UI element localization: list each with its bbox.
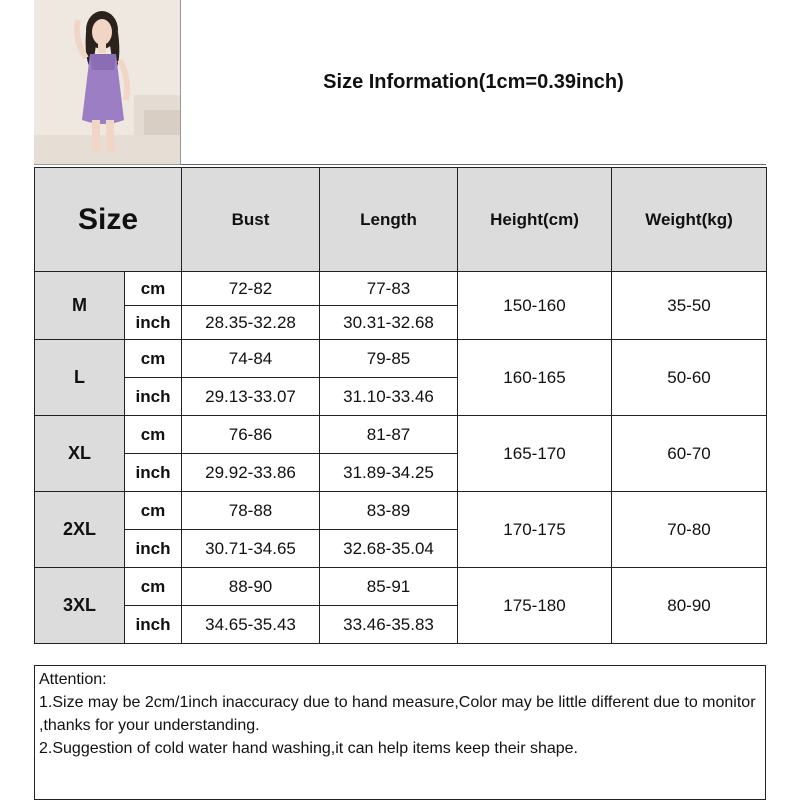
bust-inch: 34.65-35.43	[182, 606, 320, 644]
bust-cm: 74-84	[182, 340, 320, 378]
size-label: L	[35, 340, 125, 416]
weight-value: 35-50	[612, 272, 767, 340]
length-cm: 83-89	[320, 492, 458, 530]
table-row	[35, 568, 767, 606]
table-row	[35, 492, 767, 530]
height-value: 165-170	[458, 416, 612, 492]
bust-cm: 72-82	[182, 272, 320, 306]
size-label: 3XL	[35, 568, 125, 644]
unit-label: inch	[125, 306, 182, 340]
unit-label: cm	[125, 492, 182, 530]
length-cm: 77-83	[320, 272, 458, 306]
weight-value: 60-70	[612, 416, 767, 492]
table-row	[35, 272, 767, 306]
bust-cm: 78-88	[182, 492, 320, 530]
weight-value: 50-60	[612, 340, 767, 416]
attention-heading: Attention:	[39, 671, 107, 688]
length-inch: 33.46-35.83	[320, 606, 458, 644]
column-header-size: Size	[35, 168, 182, 272]
length-cm: 85-91	[320, 568, 458, 606]
unit-label: inch	[125, 530, 182, 568]
column-header-bust: Bust	[182, 168, 320, 272]
height-value: 170-175	[458, 492, 612, 568]
size-label: 2XL	[35, 492, 125, 568]
height-value: 160-165	[458, 340, 612, 416]
bust-inch: 29.13-33.07	[182, 378, 320, 416]
unit-label: inch	[125, 454, 182, 492]
length-inch: 31.89-34.25	[320, 454, 458, 492]
bust-cm: 88-90	[182, 568, 320, 606]
unit-label: cm	[125, 272, 182, 306]
size-chart-sheet	[34, 0, 766, 800]
weight-value: 70-80	[612, 492, 767, 568]
weight-value: 80-90	[612, 568, 767, 644]
size-label: M	[35, 272, 125, 340]
attention-note-2: 2.Suggestion of cold water hand washing,it can help items keep their shape.	[39, 740, 578, 757]
unit-label: cm	[125, 340, 182, 378]
height-value: 150-160	[458, 272, 612, 340]
length-inch: 31.10-33.46	[320, 378, 458, 416]
product-photo	[34, 0, 181, 165]
length-inch: 30.31-32.68	[320, 306, 458, 340]
unit-label: inch	[125, 606, 182, 644]
unit-label: cm	[125, 568, 182, 606]
bust-cm: 76-86	[182, 416, 320, 454]
bust-inch: 29.92-33.86	[182, 454, 320, 492]
height-value: 175-180	[458, 568, 612, 644]
column-header-length: Length	[320, 168, 458, 272]
bust-inch: 28.35-32.28	[182, 306, 320, 340]
length-inch: 32.68-35.04	[320, 530, 458, 568]
column-header-height: Height(cm)	[458, 168, 612, 272]
model-illustration	[34, 0, 181, 165]
table-row	[35, 416, 767, 454]
length-cm: 81-87	[320, 416, 458, 454]
size-table	[34, 167, 767, 644]
size-label: XL	[35, 416, 125, 492]
attention-notes	[34, 665, 766, 800]
table-row	[35, 340, 767, 378]
bust-inch: 30.71-34.65	[182, 530, 320, 568]
length-cm: 79-85	[320, 340, 458, 378]
unit-label: inch	[125, 378, 182, 416]
unit-label: cm	[125, 416, 182, 454]
column-header-weight: Weight(kg)	[612, 168, 767, 272]
page-title: Size Information(1cm=0.39inch)	[181, 0, 766, 165]
attention-note-1: 1.Size may be 2cm/1inch inaccuracy due to hand measure,Color may be little different due to monitor ,thanks for your understanding.	[39, 694, 756, 734]
